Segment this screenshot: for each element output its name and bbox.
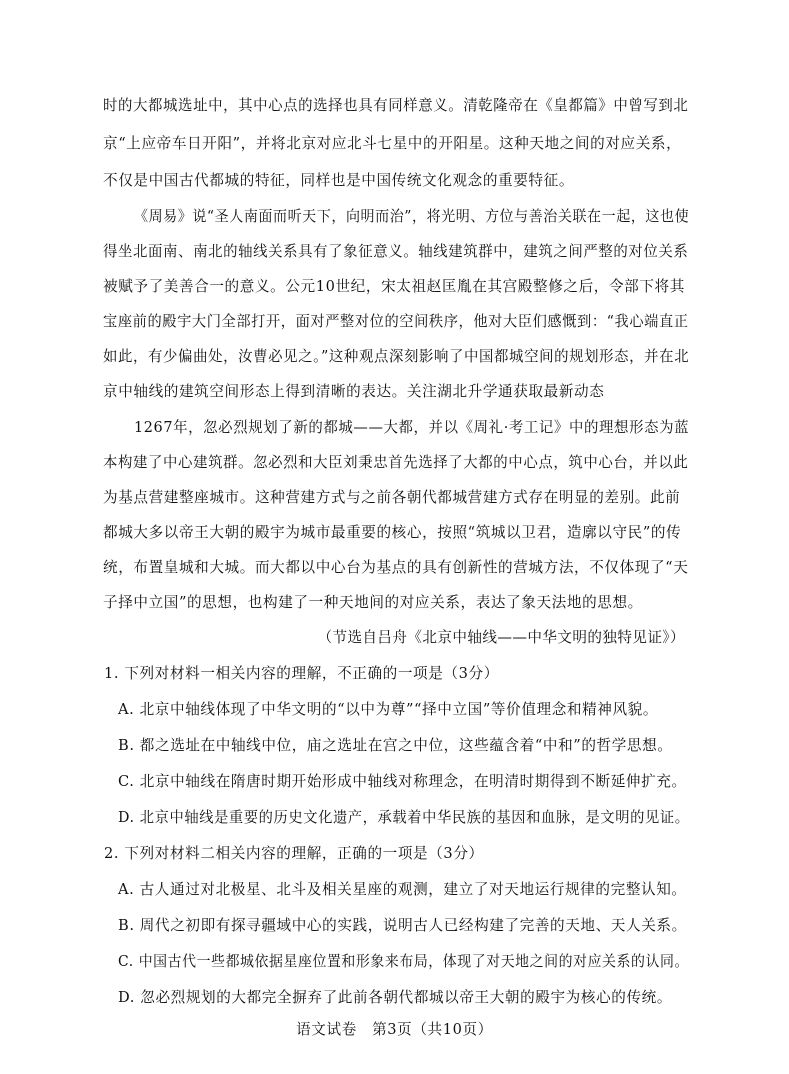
page-footer: 语文试卷 第3页（共10页） (296, 1021, 493, 1038)
paragraph-3-line-1: 1267年，忽必烈规划了新的都城——大都，并以《周礼·考工记》中的理想形态为蓝 (134, 419, 690, 436)
paragraph-1-line-1: 时的大都城选址中，其中心点的选择也具有同样意义。清乾隆帝在《皇都篇》中曾写到北 (103, 97, 689, 114)
question-2-option-a: A. 古人通过对北极星、北斗及相关星座的观测，建立了对天地运行规律的完整认知。 (118, 881, 687, 898)
question-2-option-d: D. 忽必烈规划的大都完全摒弃了此前各朝代都城以帝王大朝的殿宇为核心的传统。 (118, 989, 673, 1006)
paragraph-2-line-2: 得坐北面南、南北的轴线关系具有了象征意义。轴线建筑群中，建筑之间严整的对位关系 (103, 243, 689, 260)
paragraph-3-line-5: 统，布置皇城和大城。而大都以中心台为基点的具有创新性的营城方法，不仅体现了“天 (103, 559, 689, 576)
question-1-option-a: A. 北京中轴线体现了中华文明的“以中为尊”“择中立国”等价值理念和精神风貌。 (118, 701, 659, 718)
paragraph-2-line-1: 《周易》说“圣人南面而听天下，向明而治”，将光明、方位与善治关联在一起，这也使 (134, 208, 690, 225)
paragraph-3-line-4: 都城大多以帝王大朝的殿宇为城市最重要的核心，按照“筑城以卫君，造廓以守民”的传 (103, 524, 682, 541)
question-2-option-c: C. 中国古代一些都城依据星座位置和形象来布局，体现了对天地之间的对应关系的认同。 (118, 953, 689, 970)
question-1-option-d: D. 北京中轴线是重要的历史文化遗产，承载着中华民族的基因和血脉，是文明的见证。 (118, 809, 690, 826)
paragraph-2-line-5: 如此，有少偏曲处，汝曹必见之。”这种观点深刻影响了中国都城空间的规划形态，并在北 (103, 348, 690, 365)
paragraph-3-line-6: 子择中立国”的思想，也构建了一种天地间的对应关系，表达了象天法地的思想。 (103, 594, 643, 611)
paragraph-2-line-6: 京中轴线的建筑空间形态上得到清晰的表达。关注湖北升学通获取最新动态 (103, 383, 605, 400)
paragraph-2-line-3: 被赋予了美善合一的意义。公元10世纪，宋太祖赵匡胤在其宫殿整修之后，令部下将其 (103, 278, 685, 295)
question-1-option-c: C. 北京中轴线在隋唐时期开始形成中轴线对称理念，在明清时期得到不断延伸扩充。 (118, 773, 687, 790)
paragraph-1-line-3: 不仅是中国古代都城的特征，同样也是中国传统文化观念的重要特征。 (103, 172, 575, 189)
question-2-stem: 2. 下列对材料二相关内容的理解，正确的一项是（3分） (104, 845, 484, 862)
paragraph-1-line-2: 京“上应帝车日开阳”，并将北京对应北斗七星中的开阳星。这种天地之间的对应关系， (103, 135, 682, 152)
paragraph-3-line-3: 为基点营建整座城市。这种营建方式与之前各朝代都城营建方式存在明显的差别。此前 (103, 489, 681, 506)
paragraph-2-line-4: 宝座前的殿宇大门全部打开，面对严整对位的空间秩序，他对大臣们感慨到：“我心端直正 (103, 313, 689, 330)
question-2-option-b: B. 周代之初即有探寻疆域中心的实践，说明古人已经构建了完善的天地、天人关系。 (118, 917, 687, 934)
paragraph-3-line-2: 本构建了中心建筑群。忽必烈和大臣刘秉忠首先选择了大都的中心点，筑中心台，并以此 (103, 454, 689, 471)
question-1-option-b: B. 都之选址在中轴线中位，庙之选址在宫之中位，这些蕴含着“中和”的哲学思想。 (118, 737, 673, 754)
question-1-stem: 1. 下列对材料一相关内容的理解，不正确的一项是（3分） (104, 665, 499, 682)
source-citation: （节选自吕舟《北京中轴线——中华文明的独特见证》） (317, 629, 685, 646)
